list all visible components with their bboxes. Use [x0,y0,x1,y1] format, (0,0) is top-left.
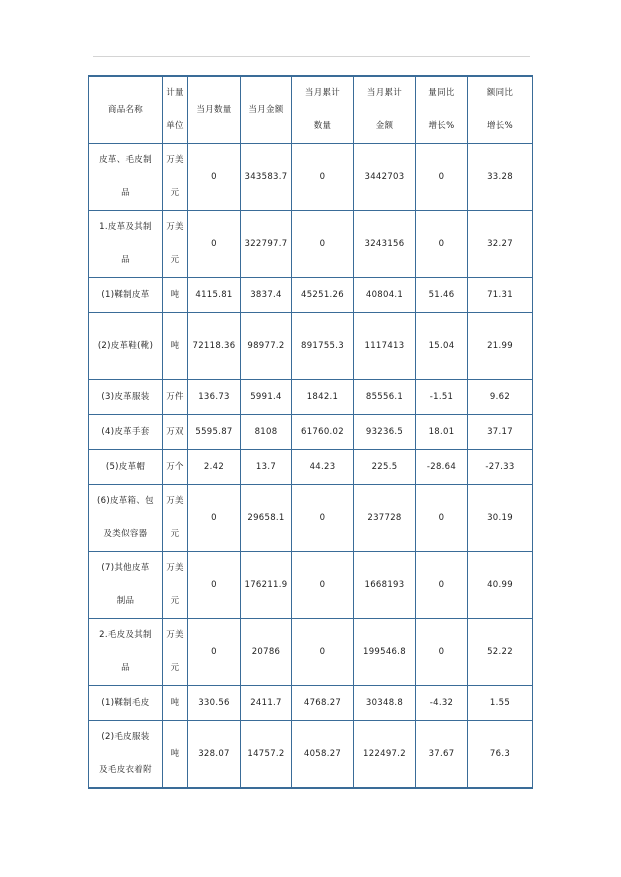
qty-cell: 5595.87 [188,415,241,450]
qty-yoy-cell: -1.51 [416,380,468,415]
table-row [89,211,533,278]
amount-cell: 8108 [241,415,292,450]
unit-cell: 吨 [163,313,188,380]
unit-cell: 吨 [163,721,188,789]
amount-yoy-cell: 32.27 [468,211,533,278]
amount-yoy-cell: 40.99 [468,552,533,619]
item-name-cell: (5)皮革帽 [89,450,163,485]
amount-yoy-cell: -27.33 [468,450,533,485]
qty-cell: 72118.36 [188,313,241,380]
qty-cell: 328.07 [188,721,241,789]
header-cell: 计量 单位 [163,76,188,144]
cum-amount-cell: 3243156 [354,211,416,278]
table-row [89,619,533,686]
item-name-cell: (1)鞣制毛皮 [89,686,163,721]
amount-cell: 176211.9 [241,552,292,619]
cum-amount-cell: 1117413 [354,313,416,380]
cum-qty-cell: 61760.02 [292,415,354,450]
amount-cell: 3837.4 [241,278,292,313]
item-name-cell: (3)皮革服装 [89,380,163,415]
qty-yoy-cell: 0 [416,211,468,278]
qty-cell: 0 [188,144,241,211]
qty-cell: 330.56 [188,686,241,721]
amount-cell: 343583.7 [241,144,292,211]
table-row [89,485,533,552]
header-cell: 当月数量 [188,76,241,144]
header-cell: 当月累计 金额 [354,76,416,144]
table-row [89,313,533,380]
table-row [89,686,533,721]
amount-yoy-cell: 9.62 [468,380,533,415]
qty-yoy-cell: 51.46 [416,278,468,313]
qty-yoy-cell: 0 [416,144,468,211]
unit-cell: 万美 元 [163,211,188,278]
item-name-cell: 2.毛皮及其制 品 [89,619,163,686]
item-name-cell: (2)皮革鞋(靴) [89,313,163,380]
item-name-cell: (7)其他皮革 制品 [89,552,163,619]
cum-amount-cell: 85556.1 [354,380,416,415]
cum-amount-cell: 40804.1 [354,278,416,313]
cum-qty-cell: 0 [292,211,354,278]
top-rule [93,56,530,57]
qty-cell: 0 [188,552,241,619]
table-body [89,76,533,788]
amount-cell: 322797.7 [241,211,292,278]
qty-yoy-cell: 0 [416,619,468,686]
amount-yoy-cell: 76.3 [468,721,533,789]
qty-cell: 2.42 [188,450,241,485]
unit-cell: 万美 元 [163,485,188,552]
header-cell: 商品名称 [89,76,163,144]
header-cell: 当月金额 [241,76,292,144]
qty-yoy-cell: 0 [416,485,468,552]
cum-qty-cell: 45251.26 [292,278,354,313]
amount-cell: 13.7 [241,450,292,485]
amount-yoy-cell: 37.17 [468,415,533,450]
cum-amount-cell: 3442703 [354,144,416,211]
header-cell: 当月累计 数量 [292,76,354,144]
qty-yoy-cell: 18.01 [416,415,468,450]
header-row [89,76,533,144]
qty-yoy-cell: -4.32 [416,686,468,721]
cum-qty-cell: 0 [292,552,354,619]
unit-cell: 吨 [163,686,188,721]
table-row [89,721,533,789]
item-name-cell: (2)毛皮服装 及毛皮衣着附 [89,721,163,789]
qty-yoy-cell: 0 [416,552,468,619]
item-name-cell: 1.皮革及其制 品 [89,211,163,278]
amount-cell: 98977.2 [241,313,292,380]
qty-yoy-cell: -28.64 [416,450,468,485]
amount-cell: 29658.1 [241,485,292,552]
amount-cell: 2411.7 [241,686,292,721]
unit-cell: 万个 [163,450,188,485]
unit-cell: 万双 [163,415,188,450]
header-cell: 额同比 增长% [468,76,533,144]
table-row [89,380,533,415]
item-name-cell: (1)鞣制皮革 [89,278,163,313]
amount-yoy-cell: 33.28 [468,144,533,211]
cum-amount-cell: 122497.2 [354,721,416,789]
amount-yoy-cell: 30.19 [468,485,533,552]
qty-cell: 0 [188,619,241,686]
amount-cell: 5991.4 [241,380,292,415]
unit-cell: 万美 元 [163,144,188,211]
header-cell: 量同比 增长% [416,76,468,144]
table-row [89,552,533,619]
unit-cell: 吨 [163,278,188,313]
qty-yoy-cell: 15.04 [416,313,468,380]
cum-amount-cell: 1668193 [354,552,416,619]
qty-cell: 0 [188,485,241,552]
qty-cell: 0 [188,211,241,278]
cum-qty-cell: 44.23 [292,450,354,485]
table-row [89,450,533,485]
qty-cell: 4115.81 [188,278,241,313]
table-row [89,144,533,211]
cum-qty-cell: 4768.27 [292,686,354,721]
amount-cell: 20786 [241,619,292,686]
item-name-cell: 皮革、毛皮制 品 [89,144,163,211]
amount-cell: 14757.2 [241,721,292,789]
cum-amount-cell: 93236.5 [354,415,416,450]
qty-cell: 136.73 [188,380,241,415]
table-row [89,278,533,313]
cum-qty-cell: 0 [292,619,354,686]
cum-qty-cell: 0 [292,485,354,552]
trade-table [88,75,533,789]
amount-yoy-cell: 52.22 [468,619,533,686]
cum-qty-cell: 4058.27 [292,721,354,789]
table-row [89,415,533,450]
item-name-cell: (4)皮革手套 [89,415,163,450]
unit-cell: 万美 元 [163,552,188,619]
cum-qty-cell: 891755.3 [292,313,354,380]
amount-yoy-cell: 1.55 [468,686,533,721]
amount-yoy-cell: 21.99 [468,313,533,380]
unit-cell: 万件 [163,380,188,415]
cum-amount-cell: 237728 [354,485,416,552]
cum-amount-cell: 30348.8 [354,686,416,721]
qty-yoy-cell: 37.67 [416,721,468,789]
amount-yoy-cell: 71.31 [468,278,533,313]
cum-qty-cell: 0 [292,144,354,211]
cum-qty-cell: 1842.1 [292,380,354,415]
cum-amount-cell: 225.5 [354,450,416,485]
item-name-cell: (6)皮革箱、包 及类似容器 [89,485,163,552]
unit-cell: 万美 元 [163,619,188,686]
cum-amount-cell: 199546.8 [354,619,416,686]
